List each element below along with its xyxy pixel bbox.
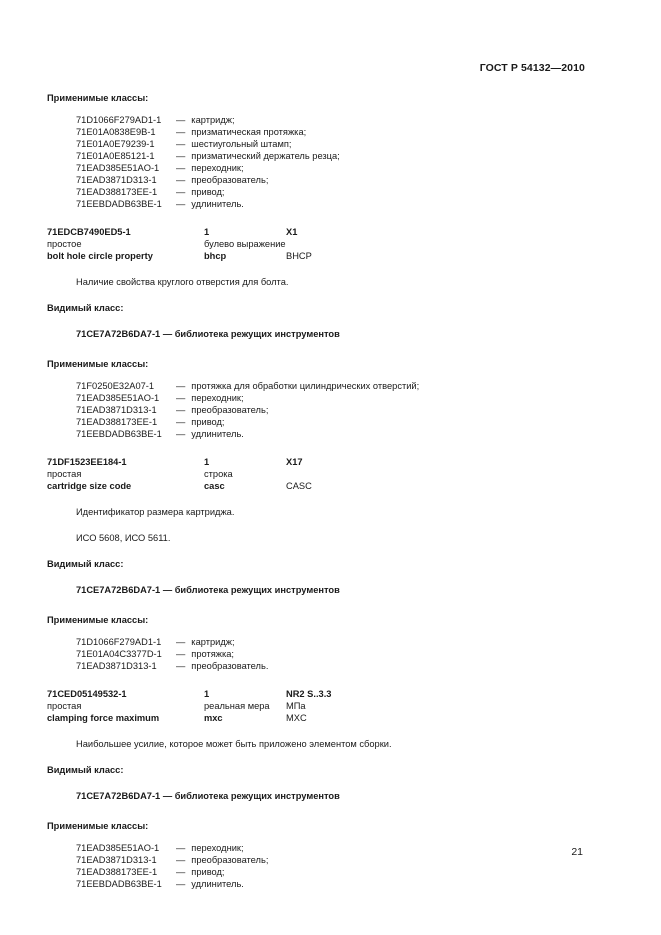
applicable-classes-heading: Применимые классы: bbox=[47, 615, 149, 625]
list-item: 71EAD3871D313-1 — преобразователь; bbox=[76, 405, 269, 415]
property-format: NR2 S..3.3 bbox=[286, 689, 332, 699]
property-header bbox=[47, 226, 587, 262]
applicable-classes-heading: Применимые классы: bbox=[47, 821, 149, 831]
class-code: 71EAD388173EE-1 bbox=[76, 867, 158, 877]
class-code: 71EAD388173EE-1 bbox=[76, 417, 158, 427]
class-code: 71D1066F279AD1-1 bbox=[76, 115, 162, 125]
property-value-type: булево выражение bbox=[204, 239, 286, 249]
applicable-classes-heading: Применимые классы: bbox=[47, 93, 149, 103]
property-short-name: MXC bbox=[286, 713, 307, 723]
visible-class-block bbox=[47, 764, 587, 802]
class-code: 71EAD3871D313-1 bbox=[76, 661, 157, 671]
list-item: 71F0250E32A07-1 — протяжка для обработки цилиндрических отверстий; bbox=[76, 381, 420, 391]
property-definition: Наличие свойства круглого отверстия для болта. bbox=[76, 277, 289, 287]
class-code: 71F0250E32A07-1 bbox=[76, 381, 155, 391]
property-version: 1 bbox=[204, 689, 210, 699]
class-code: 71D1066F279AD1-1 bbox=[76, 637, 162, 647]
class-code: 71EAD3871D313-1 bbox=[76, 855, 157, 865]
document-content bbox=[47, 92, 587, 906]
property-symbol: bhcp bbox=[204, 251, 227, 261]
intro-applicable-list bbox=[47, 114, 587, 210]
property-id: 71DF1523EE184-1 bbox=[47, 457, 127, 467]
property-definition: Наибольшее усилие, которое может быть приложено элементом сборки. bbox=[76, 739, 392, 749]
class-desc: преобразователь; bbox=[191, 405, 269, 415]
property-value-type: реальная мера bbox=[204, 701, 270, 711]
applicable-list bbox=[47, 842, 587, 890]
class-code: 71EEBDADB63BE-1 bbox=[76, 429, 162, 439]
property-header bbox=[47, 688, 587, 724]
property-id: 71CED05149532-1 bbox=[47, 689, 127, 699]
class-desc: привод; bbox=[191, 187, 225, 197]
class-code: 71EAD3871D313-1 bbox=[76, 175, 157, 185]
visible-class-item: 71CE7A72B6DA7-1 — библиотека режущих инструментов bbox=[76, 585, 340, 595]
class-code: 71EAD3871D313-1 bbox=[76, 405, 157, 415]
visible-class-heading: Видимый класс: bbox=[47, 765, 124, 775]
class-desc: картридж; bbox=[191, 115, 235, 125]
class-desc: удлинитель. bbox=[191, 199, 244, 209]
class-code: 71EEBDADB63BE-1 bbox=[76, 199, 162, 209]
visible-class-block bbox=[47, 302, 587, 340]
property-definition: Идентификатор размера картриджа. bbox=[76, 507, 235, 517]
class-desc: удлинитель. bbox=[191, 429, 244, 439]
class-desc: привод; bbox=[191, 867, 225, 877]
property-short-name: BHCP bbox=[286, 251, 312, 261]
class-code: 71EAD385E51AO-1 bbox=[76, 163, 160, 173]
list-item: 71EAD3871D313-1 — преобразователь; bbox=[76, 855, 269, 865]
property-version: 1 bbox=[204, 457, 210, 467]
visible-class-heading: Видимый класс: bbox=[47, 303, 124, 313]
class-desc: переходник; bbox=[191, 393, 244, 403]
applicable-list bbox=[47, 636, 587, 672]
list-item: 71EEBDADB63BE-1 — удлинитель. bbox=[76, 879, 244, 889]
class-desc: преобразователь; bbox=[191, 855, 269, 865]
property-format: X17 bbox=[286, 457, 303, 467]
property-name: cartridge size code bbox=[47, 481, 132, 491]
list-item: 71EAD388173EE-1 — привод; bbox=[76, 867, 225, 877]
list-item: 71EAD385E51AO-1 — переходник; bbox=[76, 843, 244, 853]
class-desc: призматическая протяжка; bbox=[191, 127, 307, 137]
property-kind: простая bbox=[47, 701, 82, 711]
class-desc: переходник; bbox=[191, 843, 244, 853]
visible-class-block bbox=[47, 558, 587, 596]
visible-class-item: 71CE7A72B6DA7-1 — библиотека режущих инструментов bbox=[76, 791, 340, 801]
list-item: 71EEBDADB63BE-1 — удлинитель. bbox=[76, 429, 244, 439]
class-desc: протяжка; bbox=[191, 649, 235, 659]
class-desc: переходник; bbox=[191, 163, 244, 173]
property-header bbox=[47, 456, 587, 492]
list-item: 71EAD388173EE-1 — привод; bbox=[76, 187, 225, 197]
property-version: 1 bbox=[204, 227, 210, 237]
property-entry bbox=[47, 456, 587, 672]
list-item: 71E01A0E85121-1 — призматический держатель резца; bbox=[76, 151, 340, 161]
class-desc: удлинитель. bbox=[191, 879, 244, 889]
page-number: 21 bbox=[571, 846, 583, 858]
class-code: 71EAD385E51AO-1 bbox=[76, 393, 160, 403]
class-code: 71E01A04C3377D-1 bbox=[76, 649, 162, 659]
class-desc: шестиугольный штамп; bbox=[191, 139, 292, 149]
list-item: 71D1066F279AD1-1 — картридж; bbox=[76, 115, 235, 125]
property-name: bolt hole circle property bbox=[47, 251, 153, 261]
class-code: 71E01A0E85121-1 bbox=[76, 151, 155, 161]
property-format: X1 bbox=[286, 227, 298, 237]
list-item: 71E01A0838E9B-1 — призматическая протяжка; bbox=[76, 127, 307, 137]
class-desc: картридж; bbox=[191, 637, 235, 647]
property-entry bbox=[47, 226, 587, 440]
property-kind: простая bbox=[47, 469, 82, 479]
visible-class-item: 71CE7A72B6DA7-1 — библиотека режущих инструментов bbox=[76, 329, 340, 339]
class-code: 71E01A0838E9B-1 bbox=[76, 127, 156, 137]
class-desc: призматический держатель резца; bbox=[191, 151, 340, 161]
list-item: 71EAD385E51AO-1 — переходник; bbox=[76, 163, 244, 173]
property-value-type: строка bbox=[204, 469, 233, 479]
document-header: ГОСТ Р 54132—2010 bbox=[479, 62, 585, 74]
class-code: 71E01A0E79239-1 bbox=[76, 139, 155, 149]
property-kind: простое bbox=[47, 239, 82, 249]
class-desc: протяжка для обработки цилиндрических отверстий; bbox=[191, 381, 420, 391]
class-code: 71EEBDADB63BE-1 bbox=[76, 879, 162, 889]
property-short-name: CASC bbox=[286, 481, 312, 491]
property-symbol: casc bbox=[204, 481, 225, 491]
list-item: 71EEBDADB63BE-1 — удлинитель. bbox=[76, 199, 244, 209]
list-item: 71EAD3871D313-1 — преобразователь; bbox=[76, 175, 269, 185]
class-desc: преобразователь; bbox=[191, 175, 269, 185]
property-unit: МПа bbox=[286, 701, 306, 711]
list-item: 71D1066F279AD1-1 — картридж; bbox=[76, 637, 235, 647]
property-note: ИСО 5608, ИСО 5611. bbox=[76, 533, 171, 543]
class-code: 71EAD388173EE-1 bbox=[76, 187, 158, 197]
property-symbol: mxc bbox=[204, 713, 223, 723]
list-item: 71E01A04C3377D-1 — протяжка; bbox=[76, 649, 235, 659]
visible-class-heading: Видимый класс: bbox=[47, 559, 124, 569]
list-item: 71EAD385E51AO-1 — переходник; bbox=[76, 393, 244, 403]
applicable-list bbox=[47, 380, 587, 440]
property-entry bbox=[47, 688, 587, 890]
property-id: 71EDCB7490ED5-1 bbox=[47, 227, 131, 237]
list-item: 71E01A0E79239-1 — шестиугольный штамп; bbox=[76, 139, 292, 149]
class-code: 71EAD385E51AO-1 bbox=[76, 843, 160, 853]
class-desc: привод; bbox=[191, 417, 225, 427]
applicable-classes-heading: Применимые классы: bbox=[47, 359, 149, 369]
list-item: 71EAD3871D313-1 — преобразователь. bbox=[76, 661, 269, 671]
property-name: clamping force maximum bbox=[47, 713, 160, 723]
class-desc: преобразователь. bbox=[191, 661, 269, 671]
list-item: 71EAD388173EE-1 — привод; bbox=[76, 417, 225, 427]
